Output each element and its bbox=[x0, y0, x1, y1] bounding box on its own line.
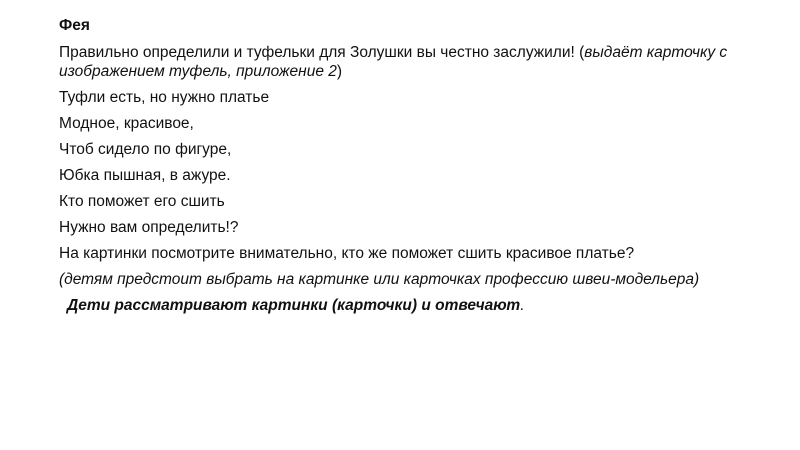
verse-line-2: Модное, красивое, bbox=[59, 115, 194, 132]
document-body bbox=[59, 16, 779, 322]
verse-line-7: На картинки посмотрите внимательно, кто же поможет сшить красивое платье? bbox=[59, 245, 635, 262]
verse-line-3: Чтоб сидело по фигуре, bbox=[59, 141, 232, 158]
stage-direction-note: (детям предстоит выбрать на картинке или карточках профессию швеи-модельера) bbox=[59, 271, 700, 288]
paragraph-praise-note: выдаёт карточку с изображением туфель, приложение 2 bbox=[59, 44, 728, 80]
verse-line-6: Нужно вам определить!? bbox=[59, 219, 239, 236]
speaker-heading: Фея bbox=[59, 17, 90, 34]
children-response-text: Дети рассматривают картинки (карточки) и отвечают bbox=[67, 297, 521, 314]
paragraph-praise bbox=[59, 43, 779, 81]
paragraph-praise-close: ) bbox=[336, 63, 343, 80]
children-response bbox=[59, 296, 779, 315]
verse-line-4: Юбка пышная, в ажуре. bbox=[59, 167, 231, 184]
children-response-end: . bbox=[520, 297, 525, 314]
paragraph-praise-text: Правильно определили и туфельки для Золушки вы честно заслужили! ( bbox=[59, 44, 585, 61]
verse-line-1: Туфли есть, но нужно платье bbox=[59, 89, 270, 106]
verse-line-5: Кто поможет его сшить bbox=[59, 193, 225, 210]
